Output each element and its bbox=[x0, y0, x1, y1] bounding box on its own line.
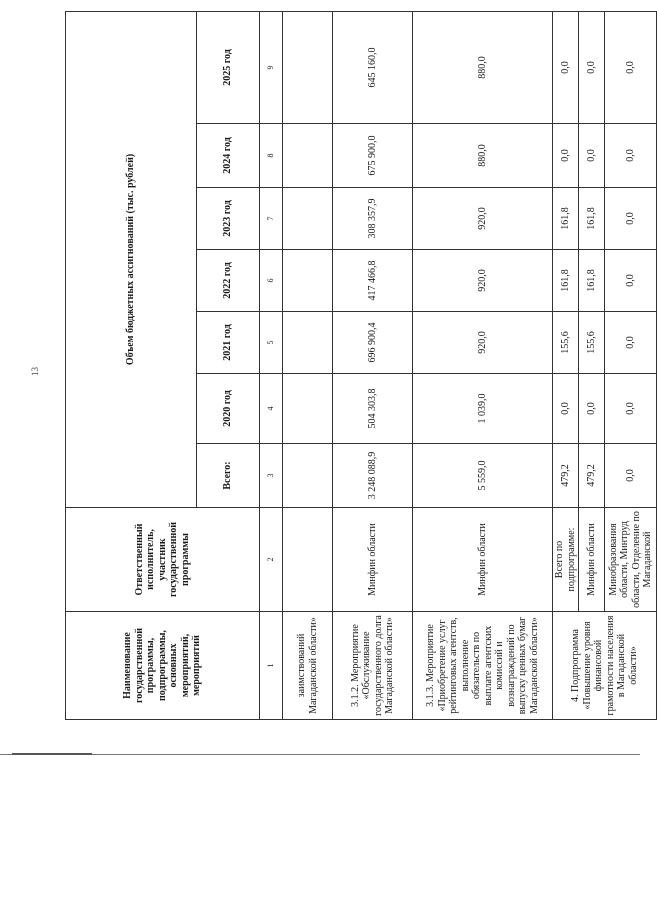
value-cell: 0,0 bbox=[579, 11, 605, 123]
value-cell: 161,8 bbox=[579, 188, 605, 250]
value-cell: 161,8 bbox=[553, 250, 579, 312]
header-col-executor: Ответственный исполнитель, участник государственной программы bbox=[66, 508, 260, 612]
header-col-name: Наименование государственной программы, подпрограммы, основных мероприятий, мероприятий bbox=[66, 612, 260, 720]
column-number: 1 bbox=[260, 612, 283, 720]
budget-table bbox=[65, 11, 657, 720]
value-cell: 0,0 bbox=[605, 11, 657, 123]
value-cell bbox=[283, 250, 333, 312]
total-cell: 479,2 bbox=[553, 444, 579, 508]
value-cell: 0,0 bbox=[605, 250, 657, 312]
rotated-table-container bbox=[65, 12, 653, 720]
column-number: 7 bbox=[260, 188, 283, 250]
header-year-2021: 2021 год bbox=[197, 312, 260, 374]
column-number-row bbox=[260, 11, 283, 719]
column-number: 5 bbox=[260, 312, 283, 374]
table-row bbox=[333, 11, 413, 719]
value-cell: 645 160,0 bbox=[333, 11, 413, 123]
page-number: 13 bbox=[30, 367, 40, 376]
column-number: 2 bbox=[260, 508, 283, 612]
header-year-2024: 2024 год bbox=[197, 124, 260, 188]
value-cell: 880,0 bbox=[413, 124, 553, 188]
executor-cell: Минфин области bbox=[333, 508, 413, 612]
value-cell: 161,8 bbox=[553, 188, 579, 250]
executor-cell bbox=[283, 508, 333, 612]
header-total: Всего: bbox=[197, 444, 260, 508]
executor-cell: Минфин области bbox=[413, 508, 553, 612]
program-name-cell: заимствований Магаданской области» bbox=[283, 612, 333, 720]
value-cell: 155,6 bbox=[579, 312, 605, 374]
executor-cell: Минфин области bbox=[579, 508, 605, 612]
column-number: 3 bbox=[260, 444, 283, 508]
executor-cell: Минобразования области, Минтруд области, Отделение по Магаданской bbox=[605, 508, 657, 612]
value-cell: 161,8 bbox=[579, 250, 605, 312]
header-year-2022: 2022 год bbox=[197, 250, 260, 312]
value-cell: 0,0 bbox=[579, 124, 605, 188]
program-name-cell: 4. Подпрограмма «Повышение уровня финансовой грамотности населения в Магаданской области» bbox=[553, 612, 657, 720]
total-cell: 0,0 bbox=[605, 444, 657, 508]
total-cell: 5 559,0 bbox=[413, 444, 553, 508]
value-cell: 0,0 bbox=[553, 11, 579, 123]
value-cell: 920,0 bbox=[413, 312, 553, 374]
value-cell bbox=[283, 124, 333, 188]
value-cell: 308 357,9 bbox=[333, 188, 413, 250]
value-cell: 417 466,8 bbox=[333, 250, 413, 312]
value-cell: 0,0 bbox=[605, 374, 657, 444]
page-divider-mark bbox=[12, 753, 92, 755]
value-cell bbox=[283, 374, 333, 444]
program-name-cell: 3.1.3. Мероприятие «Приобретение услуг рейтинговых агентств, выполнение обязательств по выплате агентских комиссий и вознаграждений по выпуску ценных бумаг Магаданской области» bbox=[413, 612, 553, 720]
column-number: 8 bbox=[260, 124, 283, 188]
value-cell: 1 039,0 bbox=[413, 374, 553, 444]
total-cell: 3 248 088,9 bbox=[333, 444, 413, 508]
value-cell: 0,0 bbox=[553, 124, 579, 188]
value-cell: 155,6 bbox=[553, 312, 579, 374]
value-cell: 0,0 bbox=[605, 188, 657, 250]
column-number: 6 bbox=[260, 250, 283, 312]
value-cell: 0,0 bbox=[579, 374, 605, 444]
column-number: 4 bbox=[260, 374, 283, 444]
value-cell: 504 303,8 bbox=[333, 374, 413, 444]
value-cell: 920,0 bbox=[413, 250, 553, 312]
value-cell: 675 900,0 bbox=[333, 124, 413, 188]
value-cell: 0,0 bbox=[605, 312, 657, 374]
value-cell: 920,0 bbox=[413, 188, 553, 250]
executor-cell: Всего по подпрограмме: bbox=[553, 508, 579, 612]
value-cell bbox=[283, 188, 333, 250]
value-cell bbox=[283, 312, 333, 374]
table-row bbox=[283, 11, 333, 719]
value-cell: 0,0 bbox=[553, 374, 579, 444]
table-row bbox=[413, 11, 553, 719]
value-cell: 880,0 bbox=[413, 11, 553, 123]
header-year-2020: 2020 год bbox=[197, 374, 260, 444]
column-number: 9 bbox=[260, 11, 283, 123]
page-divider-line bbox=[0, 754, 640, 755]
value-cell: 0,0 bbox=[605, 124, 657, 188]
total-cell bbox=[283, 444, 333, 508]
value-cell bbox=[283, 11, 333, 123]
header-volume: Объем бюджетных ассигнований (тыс. рублей) bbox=[66, 11, 197, 507]
header-year-2025: 2025 год bbox=[197, 11, 260, 123]
value-cell: 696 900,4 bbox=[333, 312, 413, 374]
total-cell: 479,2 bbox=[579, 444, 605, 508]
header-year-2023: 2023 год bbox=[197, 188, 260, 250]
program-name-cell: 3.1.2. Мероприятие «Обслуживание государственного долга Магаданской области» bbox=[333, 612, 413, 720]
table-row bbox=[553, 11, 579, 719]
